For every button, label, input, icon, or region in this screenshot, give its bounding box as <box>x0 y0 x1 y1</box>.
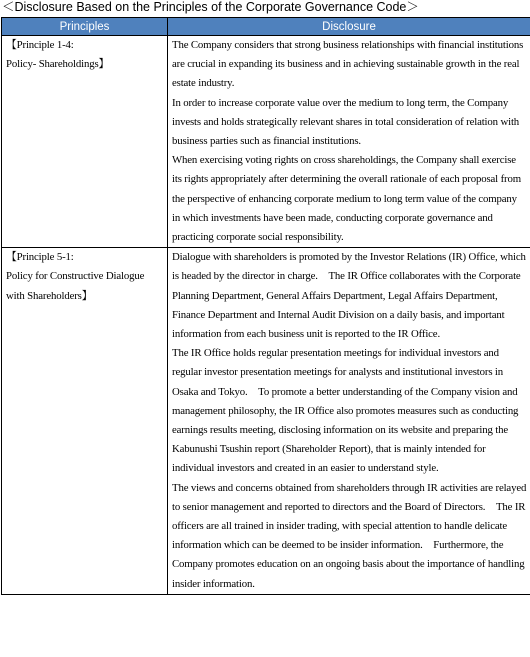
disclosure-paragraph: When exercising voting rights on cross shareholdings, the Company shall exercise its rights appropriately after determining the overall rationale of each proposal from the perspective of enhancing corporate medium to long term value of the company in which investments have been made, conducting corporate governance and practicing corporate social responsibility. <box>172 154 521 244</box>
governance-table <box>1 17 530 595</box>
disclosure-cell <box>168 248 530 595</box>
principles-column-header: Principles <box>2 18 168 36</box>
principle-cell <box>2 36 168 248</box>
principle-cell <box>2 248 168 595</box>
table-header-row <box>2 18 530 36</box>
principle-label: 【Principle 5-1: Policy for Constructive Dialogue with Shareholders】 <box>6 251 145 302</box>
table-row <box>2 36 530 248</box>
disclosure-paragraph: The views and concerns obtained from shareholders through IR activities are relayed to senior management and reported to directors and the Board of Directors. The IR officers are all trained in insider trading, with special attention to handle delicate information which can be deemed to be insider information. Furthermore, the Company promotes education on an ongoing basis about the importance of handling insider information. <box>172 481 527 590</box>
principle-label: 【Principle 1-4: Policy- Shareholdings】 <box>6 39 110 71</box>
disclosure-paragraph: Dialogue with shareholders is promoted by the Investor Relations (IR) Office, which is headed by the director in charge. The IR Office collaborates with the Corporate Planning Department, General Affairs Department, Legal Affairs Department, Finance Department and Internal Audit Division on a daily basis, and important information from each business unit is reported to the IR Office. <box>172 251 526 341</box>
disclosure-paragraph: The IR Office holds regular presentation meetings for individual investors and regular investor presentation meetings for analysts and institutional investors in Osaka and Tokyo. To promote a better understanding of the Company vision and management philosophy, the IR Office also promotes measures such as conducting earnings results meeting, disclosing information on its website and preparing the Kabunushi Tsushin report (Shareholder Report), that is mainly intended for individual investors and created in an easier to understand style. <box>172 347 519 475</box>
disclosure-paragraph: The Company considers that strong business relationships with financial institutions are crucial in expanding its business and in achieving sustainable growth in the real estate industry. <box>172 39 524 90</box>
document-title: ＜Disclosure Based on the Principles of the Corporate Governance Code＞ <box>2 0 419 14</box>
disclosure-cell <box>168 36 530 248</box>
disclosure-column-header: Disclosure <box>168 18 530 36</box>
disclosure-paragraph: In order to increase corporate value over the medium to long term, the Company invests and holds strategically relevant shares in total consideration of relation with business parties such as financial institutions. <box>172 96 520 148</box>
table-row <box>2 248 530 595</box>
